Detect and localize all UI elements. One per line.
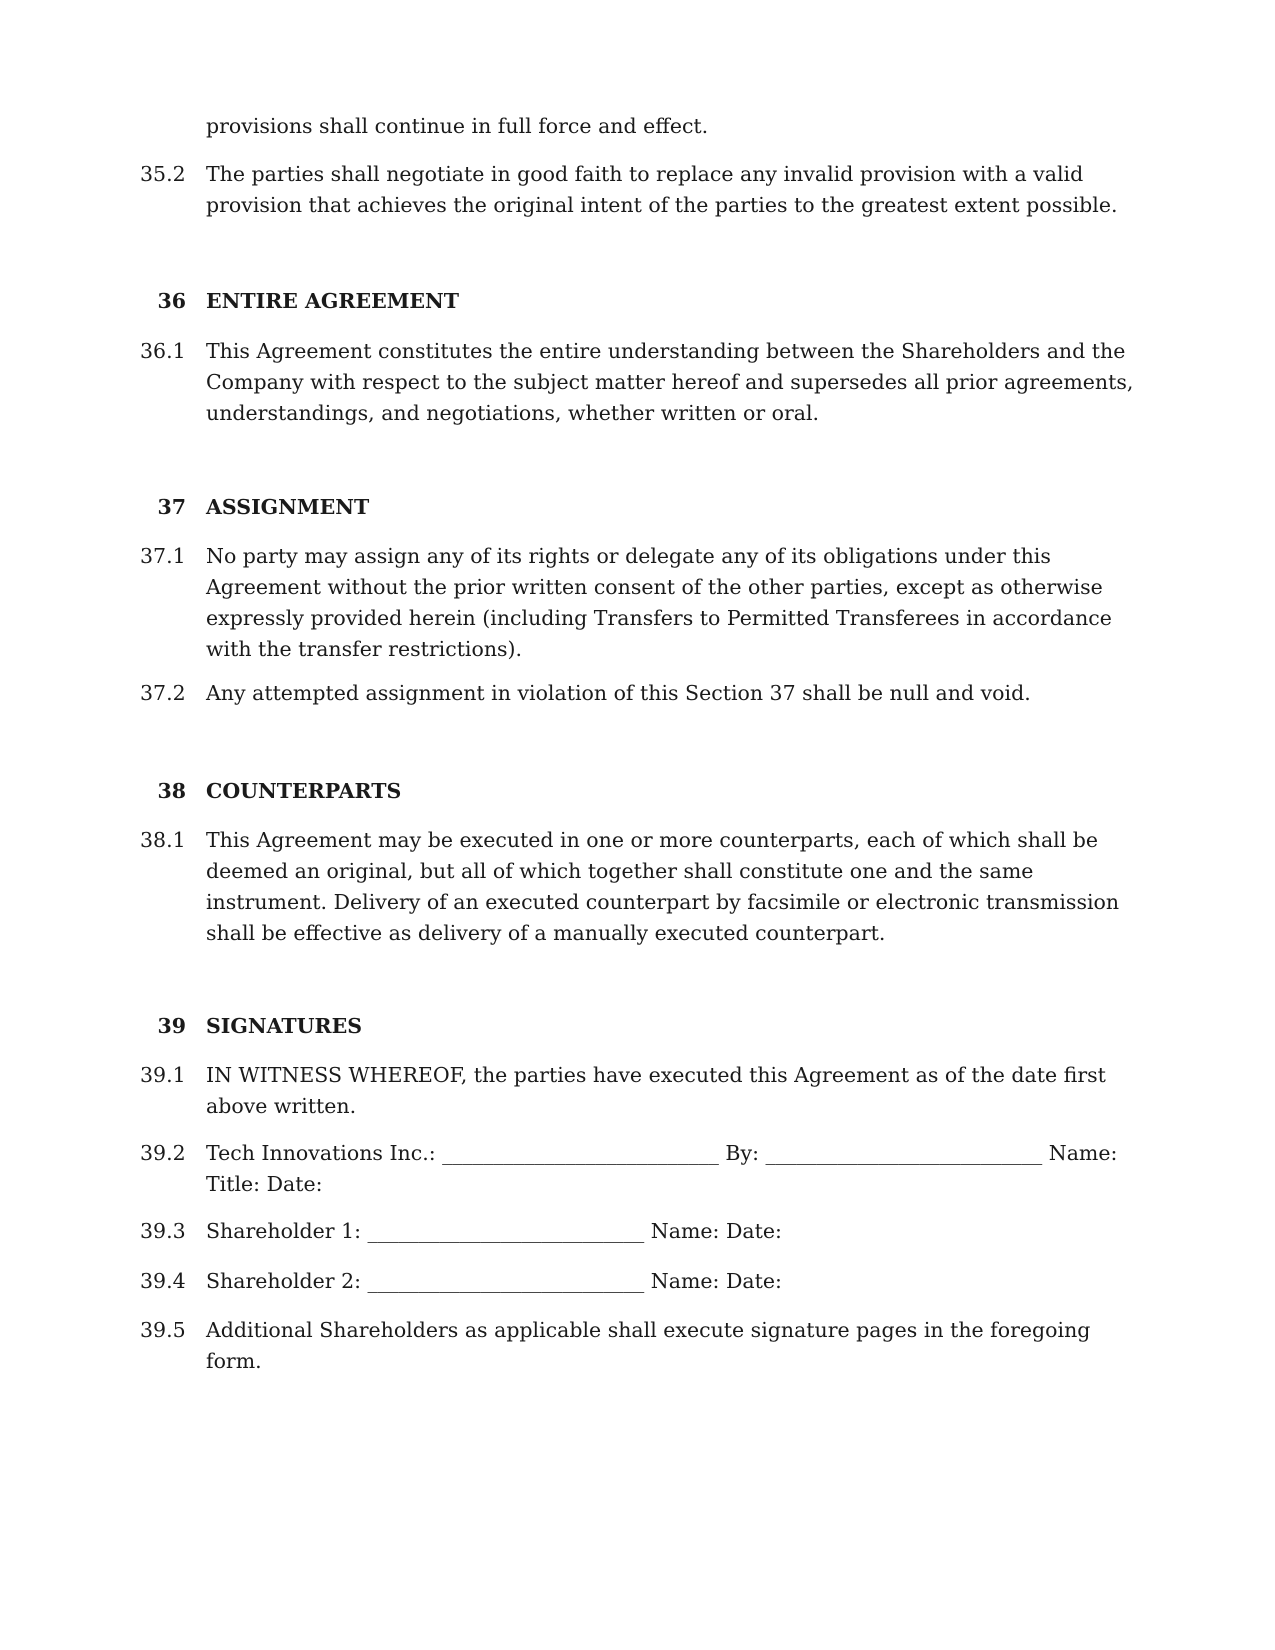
clause-number: 38.1 bbox=[140, 828, 186, 852]
clause-number: 39.1 bbox=[140, 1063, 186, 1087]
clause-text: Any attempted assignment in violation of this Section 37 shall be null and void. bbox=[206, 681, 1031, 705]
clause-number: 37.1 bbox=[140, 544, 186, 568]
clause-39-4-signature-block bbox=[140, 1266, 1140, 1297]
section-number: 38 bbox=[157, 779, 186, 803]
clause-number: 36.1 bbox=[140, 339, 186, 363]
clause-35-1-continuation bbox=[140, 111, 1140, 142]
clause-text: This Agreement constitutes the entire understanding between the Shareholders and the Company with respect to the subject matter hereof and supersedes all prior agreements, understandings, and negotiations, whether written or oral. bbox=[206, 339, 1134, 425]
clause-number: 39.2 bbox=[140, 1141, 186, 1165]
clause-39-2-signature-block bbox=[140, 1138, 1140, 1200]
section-heading-36 bbox=[140, 286, 1140, 317]
section-number: 36 bbox=[157, 289, 186, 313]
clause-36-1 bbox=[140, 336, 1140, 429]
clause-number: 39.3 bbox=[140, 1219, 186, 1243]
clause-text: IN WITNESS WHEREOF, the parties have executed this Agreement as of the date first above written. bbox=[206, 1063, 1106, 1118]
section-number: 39 bbox=[157, 1014, 186, 1038]
section-number: 37 bbox=[157, 495, 186, 519]
section-title: ENTIRE AGREEMENT bbox=[206, 289, 460, 313]
section-title: SIGNATURES bbox=[206, 1014, 363, 1038]
clause-number: 39.4 bbox=[140, 1269, 186, 1293]
clause-text: The parties shall negotiate in good faith to replace any invalid provision with a valid provision that achieves the original intent of the parties to the greatest extent possible. bbox=[206, 162, 1118, 217]
clause-number: 37.2 bbox=[140, 681, 186, 705]
clause-35-2 bbox=[140, 159, 1140, 221]
section-heading-38 bbox=[140, 776, 1140, 807]
clause-number: 39.5 bbox=[140, 1318, 186, 1342]
clause-number: 35.2 bbox=[140, 162, 186, 186]
clause-37-1 bbox=[140, 541, 1140, 665]
clause-text: provisions shall continue in full force and effect. bbox=[206, 114, 709, 138]
clause-37-2 bbox=[140, 678, 1140, 709]
section-heading-37 bbox=[140, 492, 1140, 523]
clause-text: Shareholder 1: ___________________________ Name: Date: bbox=[206, 1219, 782, 1243]
clause-text: Tech Innovations Inc.: ___________________________ By: ___________________________ Name: Title: Date: bbox=[206, 1141, 1118, 1196]
clause-text: This Agreement may be executed in one or more counterparts, each of which shall be deemed an original, but all of which together shall constitute one and the same instrument. Delivery of an executed counterpart by facsimile or electronic transmission shall be effective as delivery of a manually executed counterpart. bbox=[206, 828, 1120, 945]
section-heading-39 bbox=[140, 1011, 1140, 1042]
section-title: COUNTERPARTS bbox=[206, 779, 402, 803]
clause-39-3-signature-block bbox=[140, 1216, 1140, 1247]
clause-39-1 bbox=[140, 1060, 1140, 1122]
clause-text: No party may assign any of its rights or delegate any of its obligations under this Agreement without the prior written consent of the other parties, except as otherwise expressly provided herein (including Transfers to Permitted Transferees in accordance with the transfer restrictions). bbox=[206, 544, 1112, 661]
clause-text: Additional Shareholders as applicable shall execute signature pages in the foregoing form. bbox=[206, 1318, 1091, 1373]
section-title: ASSIGNMENT bbox=[206, 495, 370, 519]
clause-39-5 bbox=[140, 1315, 1140, 1377]
clause-38-1 bbox=[140, 825, 1140, 949]
clause-text: Shareholder 2: ___________________________ Name: Date: bbox=[206, 1269, 782, 1293]
